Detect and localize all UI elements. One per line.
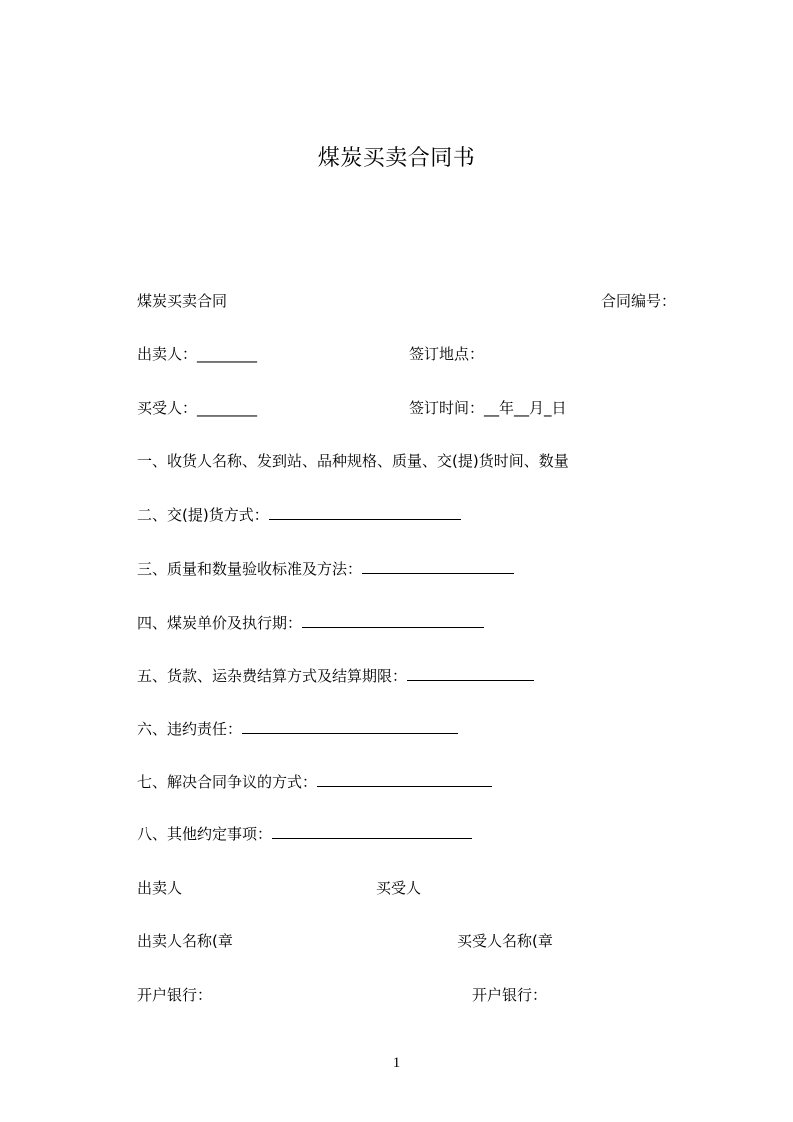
seller-name-seal: 出卖人名称(章 bbox=[137, 932, 233, 950]
clause-4 bbox=[137, 613, 484, 633]
signing-place-label: 签订地点： bbox=[409, 345, 485, 363]
clause-1 bbox=[137, 451, 569, 471]
clause-3 bbox=[137, 559, 514, 579]
clause-1-text: 一、收货人名称、发到站、品种规格、质量、交(提)货时间、数量 bbox=[137, 452, 569, 470]
clause-8-blank-line bbox=[272, 824, 472, 839]
signature-buyer: 买受人 bbox=[376, 879, 422, 897]
clause-3-text: 三、质量和数量验收标准及方法： bbox=[137, 560, 363, 578]
signing-time-label: 签订时间：__年__月_日 bbox=[409, 399, 567, 417]
seller-bank-label: 开户银行： bbox=[137, 986, 213, 1004]
contract-name-label: 煤炭买卖合同 bbox=[137, 292, 228, 310]
seller-label: 出卖人：________ bbox=[137, 345, 258, 363]
clause-8 bbox=[137, 824, 472, 844]
clause-4-blank-line bbox=[302, 613, 484, 628]
page-number: 1 bbox=[392, 1055, 401, 1071]
clause-8-text: 八、其他约定事项： bbox=[137, 825, 273, 843]
buyer-bank-label: 开户银行： bbox=[472, 986, 548, 1004]
clause-6-text: 六、违约责任： bbox=[137, 720, 243, 738]
clause-6 bbox=[137, 719, 458, 739]
clause-7-text: 七、解决合同争议的方式： bbox=[137, 773, 318, 791]
buyer-name-seal: 买受人名称(章 bbox=[457, 932, 553, 950]
signature-seller: 出卖人 bbox=[137, 879, 183, 897]
clause-5-blank-line bbox=[407, 666, 534, 681]
clause-2 bbox=[137, 505, 461, 525]
document-title: 煤炭买卖合同书 bbox=[317, 146, 476, 171]
clause-2-blank-line bbox=[269, 505, 461, 520]
clause-3-blank-line bbox=[362, 559, 514, 574]
clause-6-blank-line bbox=[242, 719, 458, 734]
clause-7-blank-line bbox=[317, 772, 492, 787]
clause-5-text: 五、货款、运杂费结算方式及结算期限： bbox=[137, 667, 408, 685]
clause-4-text: 四、煤炭单价及执行期： bbox=[137, 614, 303, 632]
contract-number-label: 合同编号： bbox=[601, 292, 677, 310]
clause-7 bbox=[137, 772, 492, 792]
buyer-label: 买受人：________ bbox=[137, 399, 258, 417]
clause-2-text: 二、交(提)货方式： bbox=[137, 506, 269, 524]
clause-5 bbox=[137, 666, 534, 686]
